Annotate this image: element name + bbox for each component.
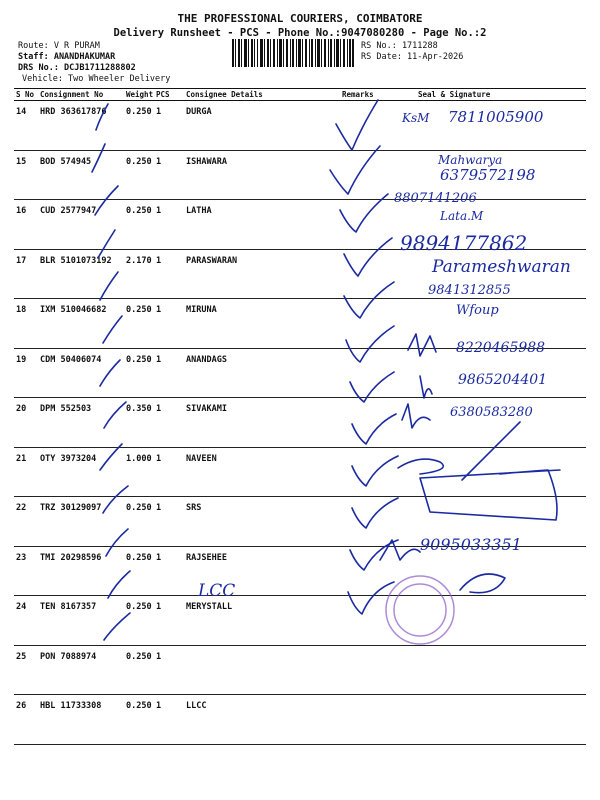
handwritten-signature: KsM	[402, 111, 430, 125]
col-header-remarks: Remarks	[340, 89, 394, 101]
row-consignment-no: CUD 2577947	[38, 200, 124, 250]
row-pcs: 1	[154, 447, 184, 497]
row-sno: 22	[14, 497, 38, 547]
row-sno: 25	[14, 645, 38, 695]
row-remarks	[340, 645, 394, 695]
table-row	[14, 249, 586, 299]
row-consignee: DURGA	[184, 101, 340, 151]
table-row	[14, 497, 586, 547]
table-row	[14, 101, 586, 151]
row-consignee: ISHAWARA	[184, 150, 340, 200]
handwritten-phone: 6380583280	[450, 405, 533, 420]
row-consignment-no: HRD 363617876	[38, 101, 124, 151]
row-sno: 24	[14, 596, 38, 646]
row-signature	[394, 596, 586, 646]
row-sno: 16	[14, 200, 38, 250]
runsheet-subtitle: Delivery Runsheet - PCS - Phone No.:9047080280 - Page No.:2	[113, 27, 487, 39]
row-sno: 17	[14, 249, 38, 299]
row-pcs: 1	[154, 497, 184, 547]
row-consignment-no: BOD 574945	[38, 150, 124, 200]
vehicle-label: Vehicle: Two Wheeler Delivery	[22, 74, 171, 84]
rs-date: RS Date: 11-Apr-2026	[361, 52, 464, 62]
row-sno: 14	[14, 101, 38, 151]
row-pcs: 1	[154, 348, 184, 398]
table-row	[14, 546, 586, 596]
row-weight: 0.250	[124, 101, 154, 151]
row-sno: 26	[14, 695, 38, 745]
row-remarks	[340, 299, 394, 349]
row-weight: 0.250	[124, 695, 154, 745]
row-consignee: NAVEEN	[184, 447, 340, 497]
row-signature	[394, 645, 586, 695]
row-consignment-no: BLR 5101073192	[38, 249, 124, 299]
row-pcs: 1	[154, 299, 184, 349]
row-signature	[394, 101, 586, 151]
row-sno: 20	[14, 398, 38, 448]
row-remarks	[340, 101, 394, 151]
row-remarks	[340, 596, 394, 646]
row-consignment-no: DPM 552503	[38, 398, 124, 448]
row-pcs: 1	[154, 546, 184, 596]
row-weight: 0.250	[124, 596, 154, 646]
row-consignment-no: TEN 8167357	[38, 596, 124, 646]
row-remarks	[340, 200, 394, 250]
table-row	[14, 596, 586, 646]
table-row	[14, 695, 586, 745]
col-header-sno: S No	[14, 89, 38, 101]
row-remarks	[340, 398, 394, 448]
table-row	[14, 150, 586, 200]
handwritten-phone: 9095033351	[420, 535, 522, 554]
row-weight: 0.250	[124, 299, 154, 349]
row-consignee: RAJSEHEE	[184, 546, 340, 596]
col-header-consignee: Consignee Details	[184, 89, 340, 101]
row-consignee: SRS	[184, 497, 340, 547]
rs-number: RS No.: 1711288	[361, 41, 438, 51]
table-row	[14, 299, 586, 349]
row-remarks	[340, 447, 394, 497]
col-header-pcs: PCS	[154, 89, 184, 101]
row-signature	[394, 546, 586, 596]
row-weight: 0.250	[124, 645, 154, 695]
row-consignment-no: OTY 3973204	[38, 447, 124, 497]
row-signature	[394, 348, 586, 398]
row-signature	[394, 150, 586, 200]
barcode-image	[232, 39, 354, 67]
row-signature	[394, 299, 586, 349]
row-consignee	[184, 645, 340, 695]
table-row	[14, 645, 586, 695]
row-pcs: 1	[154, 249, 184, 299]
row-weight: 2.170	[124, 249, 154, 299]
row-signature	[394, 497, 586, 547]
row-consignee: MIRUNA	[184, 299, 340, 349]
row-consignee: SIVAKAMI	[184, 398, 340, 448]
table-row	[14, 200, 586, 250]
handwritten-phone: 8220465988	[456, 340, 546, 356]
row-signature	[394, 695, 586, 745]
row-sno: 21	[14, 447, 38, 497]
handwritten-name: Mahwarya	[438, 153, 503, 167]
row-consignee: PARASWARAN	[184, 249, 340, 299]
row-signature	[394, 200, 586, 250]
table-row	[14, 447, 586, 497]
row-consignment-no: IXM 510046682	[38, 299, 124, 349]
handwritten-name: Parameshwaran	[432, 257, 571, 277]
row-pcs: 1	[154, 645, 184, 695]
handwritten-name: Wfoup	[456, 303, 499, 318]
row-remarks	[340, 249, 394, 299]
row-weight: 0.250	[124, 348, 154, 398]
row-weight: 0.250	[124, 200, 154, 250]
row-weight: 0.350	[124, 398, 154, 448]
handwritten-phone: 9841312855	[428, 283, 511, 298]
row-consignment-no: CDM 50406074	[38, 348, 124, 398]
handwritten-phone: 9894177862	[400, 231, 528, 255]
row-signature	[394, 447, 586, 497]
row-pcs: 1	[154, 150, 184, 200]
handwritten-phone: 6379572198	[440, 166, 536, 184]
route-label: Route: V R PURAM	[18, 41, 100, 51]
row-sno: 23	[14, 546, 38, 596]
row-consignee: LLCC	[184, 695, 340, 745]
row-remarks	[340, 695, 394, 745]
row-remarks	[340, 348, 394, 398]
runsheet-table	[14, 88, 586, 745]
company-title: THE PROFESSIONAL COURIERS, COIMBATORE	[177, 12, 423, 25]
col-header-consignment: Consignment No	[38, 89, 124, 101]
row-weight: 0.250	[124, 150, 154, 200]
staff-label: Staff: ANANDHAKUMAR	[18, 52, 116, 62]
row-consignee: MERYSTALL	[184, 596, 340, 646]
handwritten-phone: 7811005900	[448, 108, 544, 126]
row-sno: 18	[14, 299, 38, 349]
row-signature	[394, 398, 586, 448]
row-consignment-no: HBL 11733308	[38, 695, 124, 745]
row-sno: 15	[14, 150, 38, 200]
col-header-weight: Weight	[126, 90, 154, 99]
table-header-row	[14, 89, 586, 101]
row-consignment-no: TRZ 30129097	[38, 497, 124, 547]
row-pcs: 1	[154, 695, 184, 745]
col-header-signature: Seal & Signature	[394, 89, 586, 101]
row-consignment-no: TMI 20298596	[38, 546, 124, 596]
row-sno: 19	[14, 348, 38, 398]
handwritten-name: Lata.M	[440, 209, 484, 223]
row-weight: 0.250	[124, 497, 154, 547]
handwritten-phone: 8807141206	[394, 191, 477, 206]
row-pcs: 1	[154, 596, 184, 646]
table-row	[14, 398, 586, 448]
row-signature	[394, 249, 586, 299]
table-row	[14, 348, 586, 398]
row-pcs: 1	[154, 200, 184, 250]
row-remarks	[340, 150, 394, 200]
row-weight: 1.000	[124, 447, 154, 497]
row-consignee: LATHA	[184, 200, 340, 250]
row-pcs: 1	[154, 101, 184, 151]
row-weight: 0.250	[124, 546, 154, 596]
handwritten-phone: 9865204401	[458, 372, 548, 388]
drs-number: DRS No.: DCJB1711288802	[18, 63, 136, 73]
row-remarks	[340, 497, 394, 547]
row-remarks	[340, 546, 394, 596]
row-consignee: ANANDAGS	[184, 348, 340, 398]
handwritten-note: LCC	[198, 581, 236, 601]
row-consignment-no: PON 7088974	[38, 645, 124, 695]
row-pcs: 1	[154, 398, 184, 448]
